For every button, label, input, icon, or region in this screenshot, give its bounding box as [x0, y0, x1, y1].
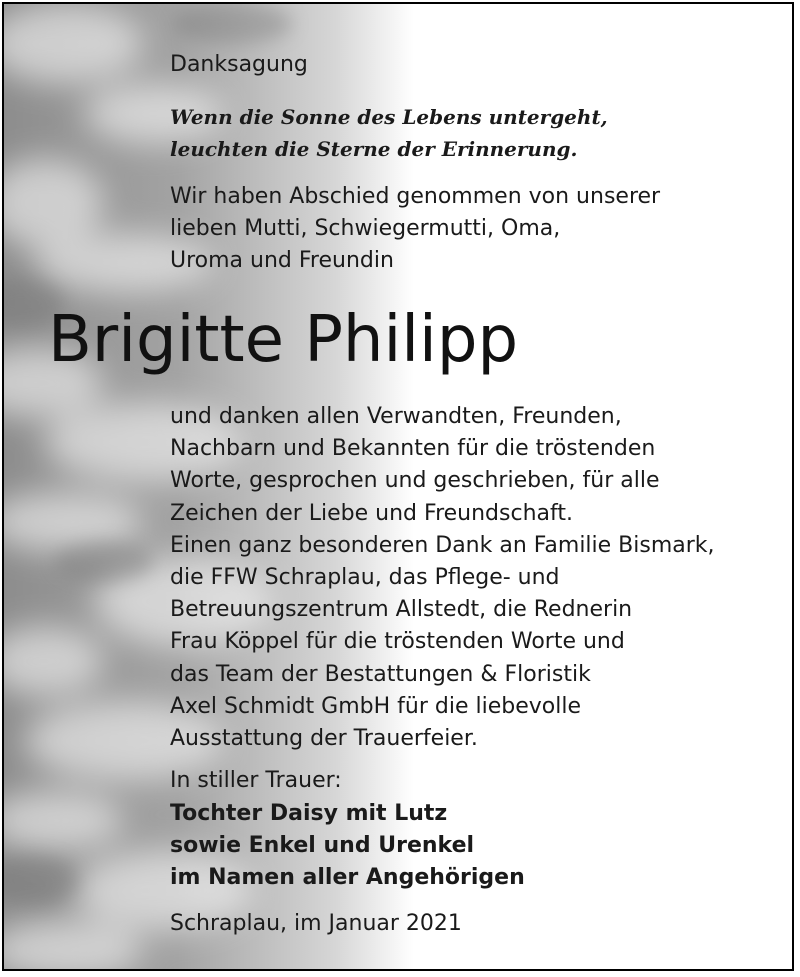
signatories: [170, 798, 525, 894]
motto-line: leuchten die Sterne der Erinnerung.: [170, 137, 578, 161]
notice-heading: Danksagung: [170, 52, 308, 77]
signatory-line: Tochter Daisy mit Lutz: [170, 801, 448, 826]
thanks-line: Worte, gesprochen und geschrieben, für alle: [170, 468, 660, 494]
thanks-line: Nachbarn und Bekannten für die tröstenden: [170, 436, 656, 462]
thanks-paragraph: [170, 401, 715, 755]
thanks-line: Ausstattung der Trauerfeier.: [170, 726, 478, 752]
intro-paragraph: [170, 181, 660, 277]
place-date: Schraplau, im Januar 2021: [170, 911, 462, 936]
thanks-line: Axel Schmidt GmbH für die liebevolle: [170, 693, 581, 719]
intro-line: Uroma und Freundin: [170, 248, 394, 273]
obituary-notice: [2, 2, 794, 971]
thanks-line: Frau Köppel für die tröstenden Worte und: [170, 629, 625, 655]
thanks-line: das Team der Bestattungen & Floristik: [170, 661, 591, 687]
thanks-line: und danken allen Verwandten, Freunden,: [170, 404, 622, 429]
thanks-line: Betreuungszentrum Allstedt, die Rednerin: [170, 597, 633, 623]
motto-quote: [170, 101, 608, 165]
mourning-label: In stiller Trauer:: [170, 768, 342, 793]
motto-line: Wenn die Sonne des Lebens untergeht,: [170, 105, 608, 129]
thanks-line: Einen ganz besonderen Dank an Familie Bismark,: [170, 532, 715, 558]
intro-line: lieben Mutti, Schwiegermutti, Oma,: [170, 216, 561, 241]
thanks-line: die FFW Schraplau, das Pflege- und: [170, 565, 560, 591]
deceased-name: Brigitte Philipp: [48, 303, 519, 377]
signatory-line: im Namen aller Angehörigen: [170, 865, 525, 890]
signatory-line: sowie Enkel und Urenkel: [170, 833, 475, 858]
intro-line: Wir haben Abschied genommen von unserer: [170, 184, 661, 209]
thanks-line: Zeichen der Liebe und Freundschaft.: [170, 500, 573, 526]
